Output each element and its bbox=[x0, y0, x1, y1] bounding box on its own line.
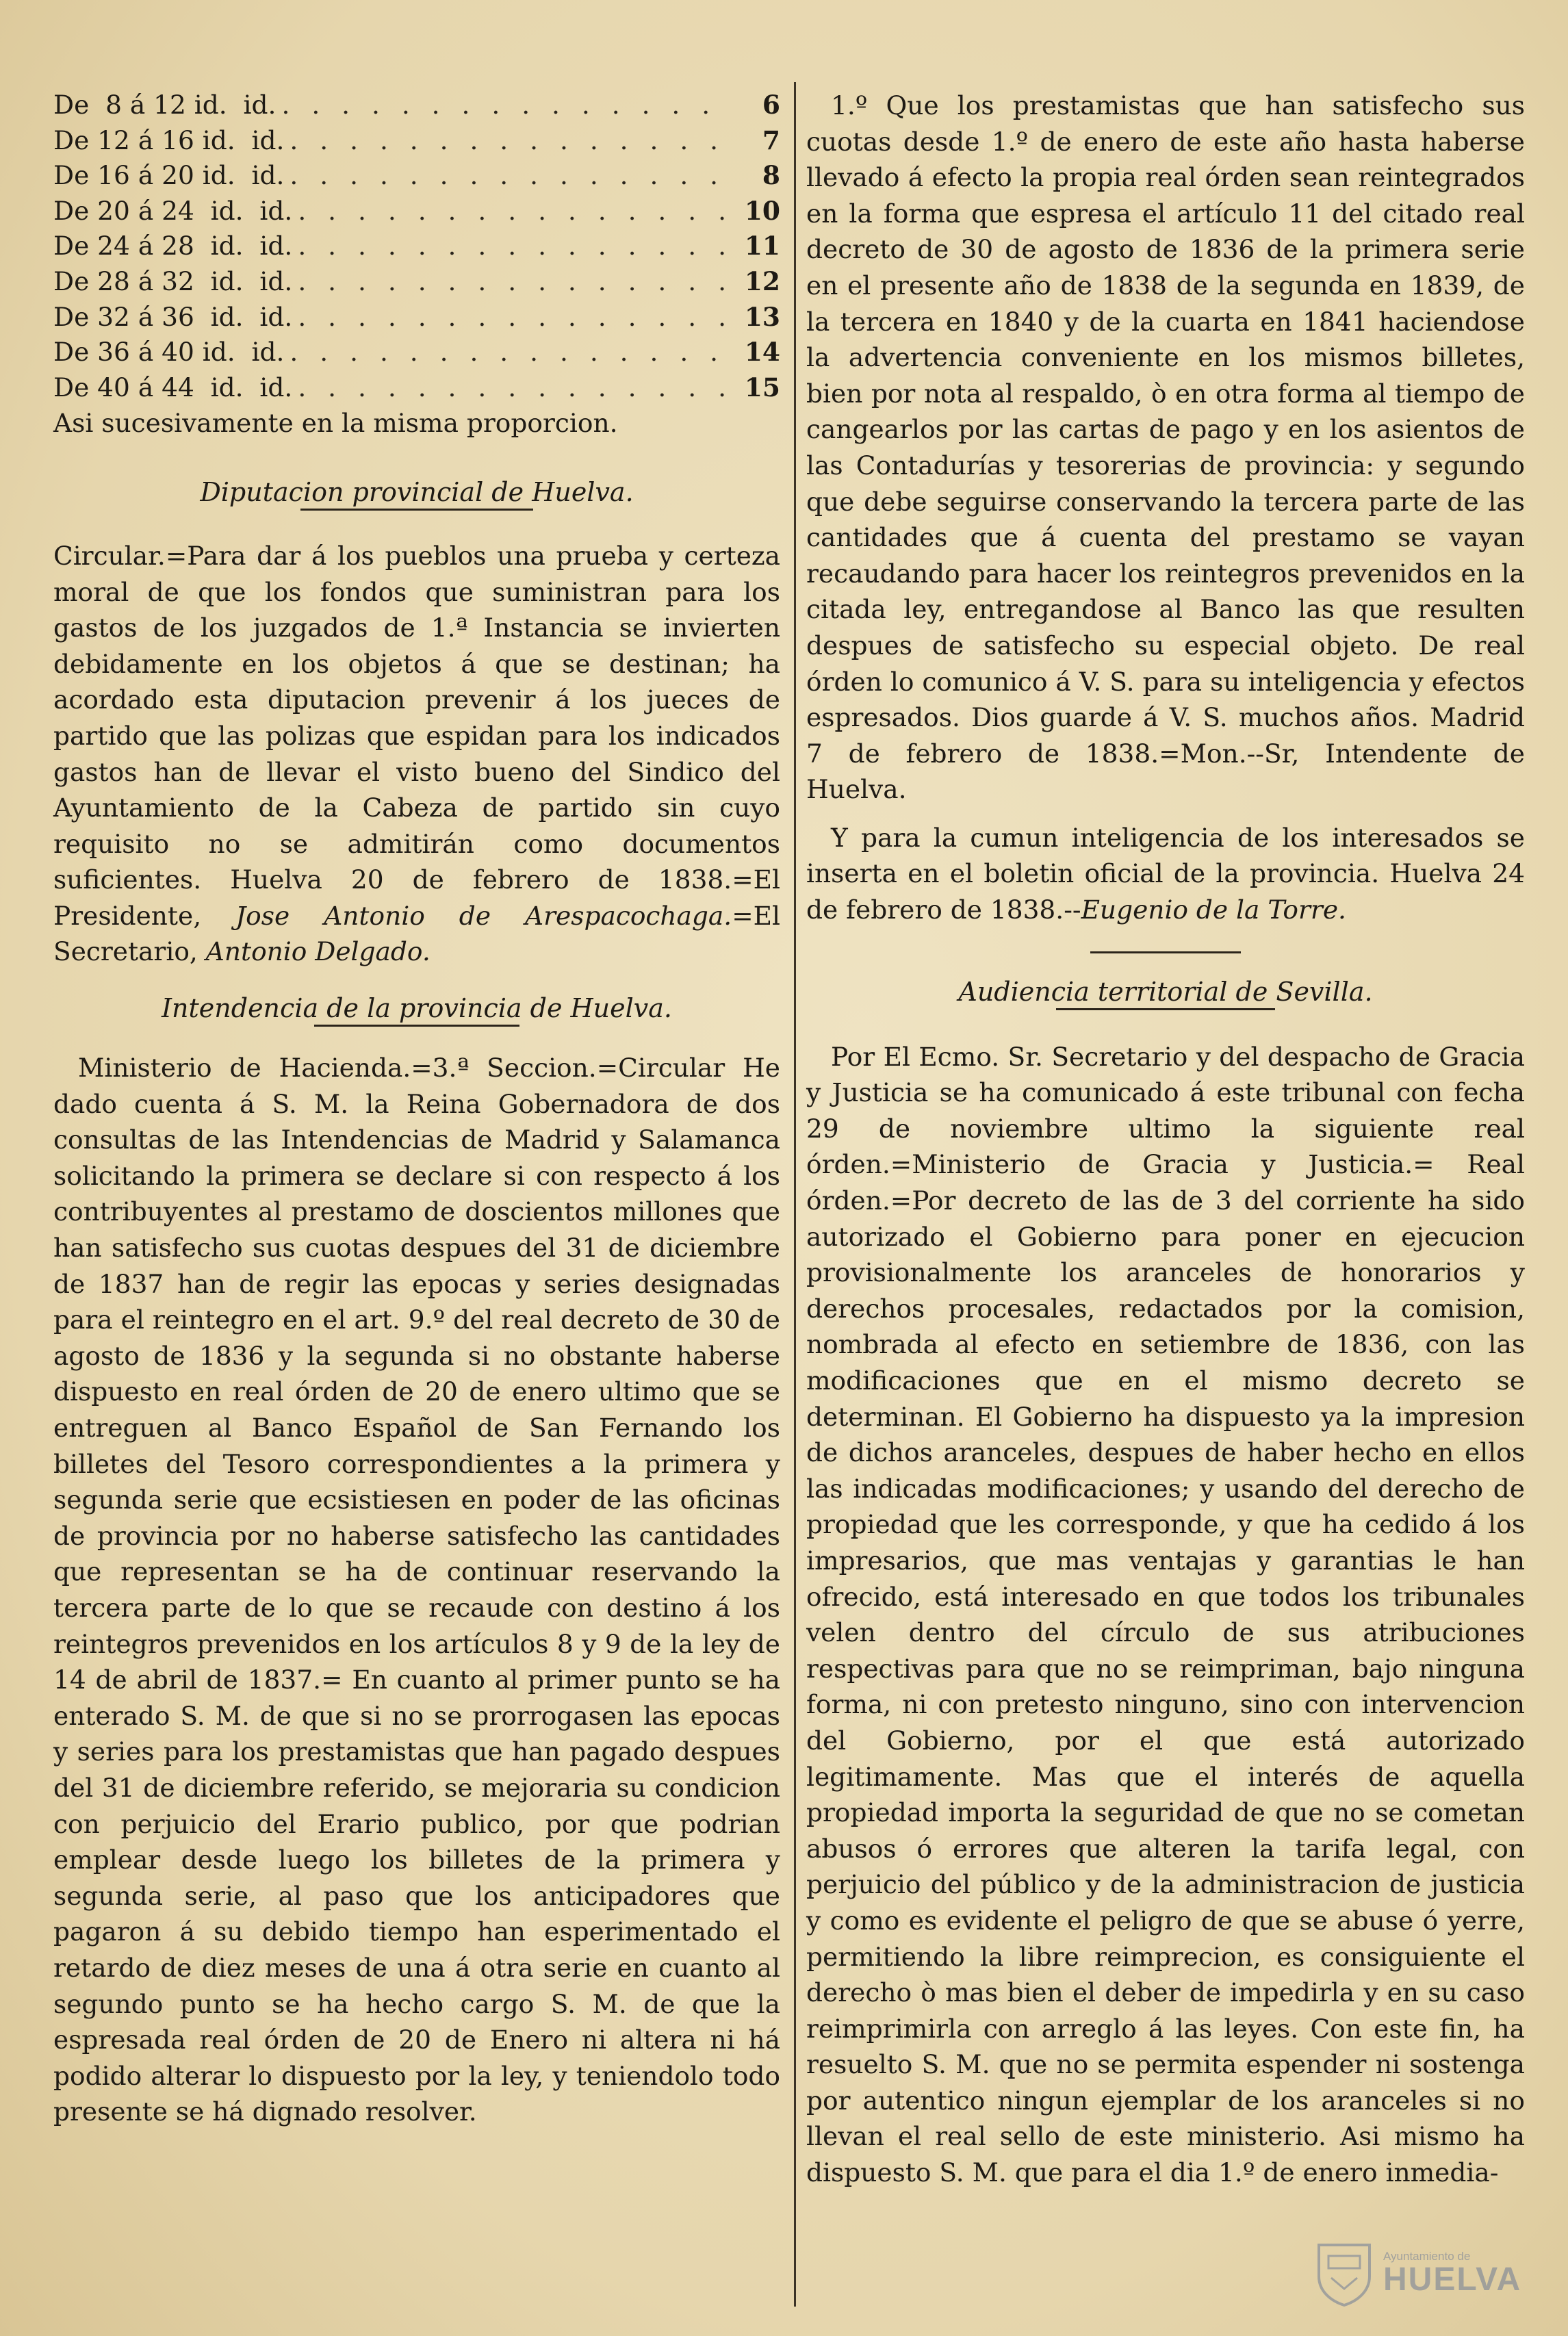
table-row: De 12 á 16 id. id. . . . . . . . . . . . . . . . 7 bbox=[53, 125, 780, 155]
left-column bbox=[53, 88, 780, 2130]
heading-rule bbox=[300, 509, 533, 511]
column-divider bbox=[794, 82, 796, 2307]
table-row: De 8 á 12 id. id. . . . . . . . . . . . . . . . 6 bbox=[53, 90, 780, 120]
audiencia-text: Por El Ecmo. Sr. Secretario y del despacho de Gracia y Justicia se ha comunicado á este tribunal con fecha 29 de noviembre ultimo la siguiente real órden.=Ministerio de Gracia y Justicia.= Real órden.=Por decreto de las de 3 del corriente ha sido autorizado el Gobierno para poner en ejecucion provisionalmente los aranceles de honorarios y derechos procesales, redactados por la comision, nombrada al efecto en setiembre de 1836, con las modificaciones que en el mismo decreto se determinan. El Gobierno ha dispuesto ya la impresion de dichos aranceles, despues de haber hecho en ellos las indicadas modificaciones; y usando del derecho de propiedad que les corresponde, y que ha cedido á los impresarios, que mas ventajas y garantias le han ofrecido, está interesado en que todos los tribunales velen dentro del círculo de sus atribuciones respectivas para que no se reimpriman, bajo ninguna forma, ni con pretesto ninguno, sino con intervencion del Gobierno, por el que está autorizado legitimamente. Mas que el interés de aquella propiedad importa la seguridad de que no se cometan abusos ó errores que alteren la tarifa legal, con perjuicio del público y de la administracion de justicia y como es evidente el peligro de que se abuse ó yerre, permitiendo la libre reimprecion, es consiguiente el derecho ò mas bien el deber de impedirla y en su caso reimprimirla con arreglo á las leyes. Con este fin, ha resuelto S. M. que no se permita espender ni sostenga por autentico ningun ejemplar de los aranceles si no llevan el real sello de este ministerio. Asi mismo ha dispuesto S. M. que para el dia 1.º de enero inmedia- bbox=[806, 1041, 1525, 2188]
watermark-small-text: Ayuntamiento de bbox=[1383, 2249, 1471, 2263]
section-rule bbox=[1090, 951, 1241, 953]
right-column bbox=[806, 88, 1525, 2191]
city-shield-icon bbox=[1315, 2241, 1374, 2307]
section-heading-intendencia: Intendencia de la provincia de Huelva. bbox=[162, 993, 672, 1024]
table-row: De 32 á 36 id. id. . . . . . . . . . . . . . . . 13 bbox=[53, 301, 780, 332]
table-row: De 40 á 44 id. id. . . . . . . . . . . . . . . . 15 bbox=[53, 372, 780, 402]
schedule-table bbox=[53, 88, 780, 405]
insertion-paragraph: Y para la cumun inteligencia de los interesados se inserta en el boletin oficial de la provincia. Huelva 24 de febrero de 1838.--Eugenio de la Torre. bbox=[806, 822, 1525, 925]
circular-diputacion-text: Circular.=Para dar á los pueblos una prueba y certeza moral de que los fondos que suministran para los gastos de los juzgados de 1.ª Instancia se invierten debidamente en los objetos á que se destinan; ha acordado esta diputacion prevenir á los jueces de partido que las polizas que espidan para los indicados gastos han de llevar el visto bueno del Sindico del Ayuntamiento de la Cabeza de partido sin cuyo requisito no se admitirán como documentos suficientes. Huelva 20 de febrero de 1838.=El Presidente, Jose Antonio de Arespacochaga.=El Secretario, Antonio Delgado. bbox=[53, 540, 780, 967]
watermark-big-text: HUELVA bbox=[1383, 2261, 1522, 2298]
section-heading-diputacion: Diputacion provincial de Huelva. bbox=[200, 476, 634, 507]
table-row: De 24 á 28 id. id. . . . . . . . . . . . . . . . 11 bbox=[53, 231, 780, 261]
table-row: De 36 á 40 id. id. . . . . . . . . . . . . . . . 14 bbox=[53, 337, 780, 368]
heading-rule bbox=[314, 1025, 519, 1027]
circular-hacienda-text: Ministerio de Hacienda.=3.ª Seccion.=Circular He dado cuenta á S. M. la Reina Gobernadora de dos consultas de las Intendencias de Madrid y Salamanca solicitando la primera se declare si con respecto á los contribuyentes al prestamo de doscientos millones que han satisfecho sus cuotas despues del 31 de diciembre de 1837 han de regir las epocas y series designadas para el reintegro en el art. 9.º del real decreto de 30 de agosto de 1836 y la segunda si no obstante haberse dispuesto en real órden de 20 de enero ultimo que se entreguen al Banco Español de San Fernando los billetes del Tesoro correspondientes a la primera y segunda serie que ecsistiesen en poder de las oficinas de provincia por no haberse satisfecho las cantidades que representan se ha de continuar reservando la tercera parte de lo que se recaude con destino á los reintegros prevenidos en los artículos 8 y 9 de la ley de 14 de abril de 1837.= En cuanto al primer punto se ha enterado S. M. de que si no se prorrogasen las epocas y series para los prestamistas que han pagado despues del 31 de diciembre referido, se mejoraria su condicion con perjuicio del Erario publico, por que podrian emplear desde luego los billetes de la primera y segunda serie, al paso que los anticipadores que pagaron á su debido tiempo han esperimentado el retardo de diez meses de una á otra serie en cuanto al segundo punto se ha hecho cargo S. M. de que la espresada real órden de 20 de Enero ni altera ni há podido alterar lo dispuesto por la ley, y teniendolo todo presente se há dignado resolver. bbox=[53, 1053, 780, 2127]
section-heading-audiencia: Audiencia territorial de Sevilla. bbox=[958, 976, 1373, 1007]
table-row: De 20 á 24 id. id. . . . . . . . . . . . . . . . 10 bbox=[53, 195, 780, 226]
table-note: Asi sucesivamente en la misma proporcion. bbox=[53, 408, 618, 439]
table-row: De 16 á 20 id. id. . . . . . . . . . . . . . . . 8 bbox=[53, 160, 780, 191]
heading-rule bbox=[1056, 1008, 1275, 1010]
resolution-paragraph: 1.º Que los prestamistas que han satisfecho sus cuotas desde 1.º de enero de este año hasta haberse llevado á efecto la propia real órden sean reintegrados en la forma que espresa el artículo 11 del citado real decreto de 30 de agosto de 1836 de la primera serie en el presente año de 1838 de la segunda en 1839, de la tercera en 1840 y de la cuarta en 1841 haciendose la advertencia conveniente en los mismos billetes, bien por nota al respaldo, ò en otra forma al tiempo de cangearlos por las cartas de pago y en los asientos de las Contadurías y tesorerias de provincia: y segundo que debe seguirse conservando la tercera parte de las cantidades que á cuenta del prestamo se vayan recaudando para hacer los reintegros prevenidos en la citada ley, entregandose al Banco las que resulten despues de satisfecho su especial objeto. De real órden lo comunico á V. S. para su inteligencia y efectos espresados. Dios guarde á V. S. muchos años. Madrid 7 de febrero de 1838.=Mon.--Sr, Intendente de Huelva. bbox=[806, 90, 1525, 805]
table-row: De 28 á 32 id. id. . . . . . . . . . . . . . . . 12 bbox=[53, 266, 780, 296]
ayuntamiento-watermark bbox=[1315, 2236, 1541, 2311]
